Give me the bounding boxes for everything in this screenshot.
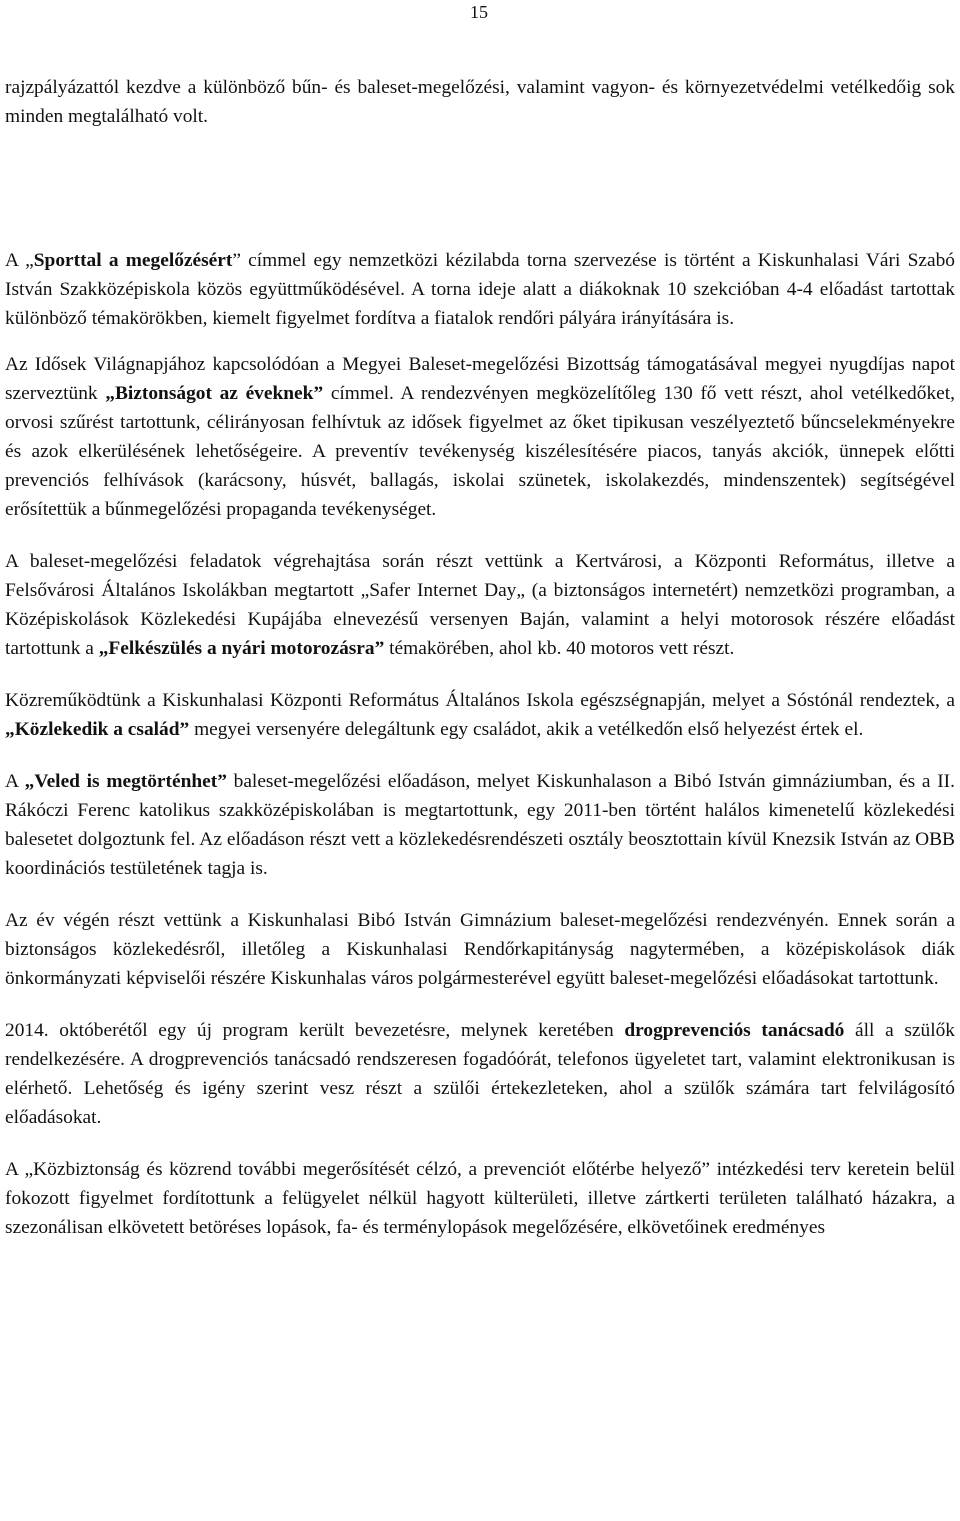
bold-title: „Veled is megtörténhet” [24, 771, 227, 792]
paragraph-text: ” címmel egy nemzetközi kézilabda torna szervezése is történt a Kiskunhalasi Vári Szabó István Szakközépiskola közös együttműködésével. A torna ideje alatt a diákoknak 10 szekcióban 4-4 előadást tartottak különböző témakörökben, kiemelt figyelmet fordítva a fiatalok rendőri pályára irányítására is. [5, 250, 955, 329]
paragraph-text: áll a szülők rendelkezésére. A drogprevenciós tanácsadó rendszeresen fogadóórát, telefonos ügyeletet tart, valamint elektronikusan is elérhető. Lehetőség és igény szerint vesz részt a szülői értekezleteken, ahol a szülők számára tart felvilágosító előadásokat. [5, 1020, 955, 1128]
paragraph-text: A „Közbiztonság és közrend további megerősítését célzó, a prevenciót előtérbe helyező” intézkedési terv keretein belül fokozott figyelmet fordítottunk a felügyelet nélkül hagyott külterületi, illetve zártkerti területen található házakra, a szezonálisan elkövetett betöréses lopások, fa- és terménylopások megelőzésére, elkövetőinek eredményes [5, 1159, 955, 1238]
paragraph-text: A baleset-megelőzési feladatok végrehajtása során részt vettünk a Kertvárosi, a Központi Református, illetve a Felsővárosi Általános Iskolákban megtartott „Safer Internet Day„ (a biztonságos internetért) nemzetközi programban, a Középiskolások Közlekedési Kupájába elnevezésű versenyen Baján, valamint a helyi motorosok részére előadást tartottunk a [5, 551, 955, 659]
bold-title: „Felkészülés a nyári motorozásra” [98, 638, 385, 659]
paragraph-text: megyei versenyére delegáltunk egy családot, akik a vetélkedőn első helyezést értek el. [189, 719, 864, 740]
paragraph-health-day [5, 686, 955, 744]
paragraph-handball-tournament [5, 246, 955, 333]
paragraph-text: A [5, 771, 25, 792]
paragraph-text: Az Idősek Világnapjához kapcsolódóan a Megyei Baleset-megelőzési Bizottság támogatásával megyei nyugdíjas napot szerveztünk [5, 354, 955, 404]
bold-title: „Közlekedik a család” [5, 719, 190, 740]
paragraph-text: baleset-megelőzési előadáson, melyet Kiskunhalason a Bibó István gimnáziumban, és a II. Rákóczi Ferenc katolikus szakközépiskolában is megtartottunk, egy 2011-ben történt halálos kimenetelű közlekedési balesetet dolgoztunk fel. Az előadáson részt vett a közlekedésrendészeti osztály beosztottain kívül Knezsik István az OBB koordinációs testületének tagja is. [5, 771, 955, 879]
paragraph-text: Közreműködtünk a Kiskunhalasi Központi Református Általános Iskola egészségnapján, melyet a Sóstónál rendeztek, a [5, 690, 955, 711]
paragraph-lecture [5, 767, 955, 883]
paragraph-text: Az év végén részt vettünk a Kiskunhalasi Bibó István Gimnázium baleset-megelőzési rendezvényén. Ennek során a biztonságos közlekedésről, illetőleg a Kiskunhalasi Rendőrkapitányság nagytermében, a középiskolások diák önkormányzati képviselői részére Kiskunhalas város polgármesterével együtt baleset-megelőzési előadásokat tartottunk. [5, 910, 955, 989]
paragraph-contest [5, 73, 955, 131]
document-body [5, 73, 955, 1265]
bold-title: Sporttal a megelőzésért [33, 250, 233, 271]
paragraph-text: témakörében, ahol kb. 40 motoros vett részt. [384, 638, 735, 659]
paragraph-drug-prevention [5, 1016, 955, 1132]
page-number: 15 [470, 2, 488, 22]
paragraph-accident-prevention [5, 547, 955, 663]
paragraph-text: 2014. októberétől egy új program került bevezetésre, melynek keretében [5, 1020, 625, 1041]
bold-title: drogprevenciós tanácsadó [624, 1020, 845, 1041]
paragraph-public-safety [5, 1155, 955, 1242]
paragraph-text: A „ [5, 250, 34, 271]
paragraph-year-end [5, 906, 955, 993]
paragraph-elderly-day [5, 350, 955, 524]
bold-title: „Biztonságot az éveknek” [105, 383, 324, 404]
paragraph-text: rajzpályázattól kezdve a különböző bűn- és baleset-megelőzési, valamint vagyon- és környezetvédelmi vetélkedőig sok minden megtalálható volt. [5, 77, 955, 127]
paragraph-text: címmel. A rendezvényen megközelítőleg 130 fő vett részt, ahol vetélkedőket, orvosi szűrést tartottunk, célirányosan felhívtuk az idősek figyelmet az őket tipikusan veszélyeztető bűncselekményekre és azok elkerülésének lehetőségeire. A preventív tevékenység kiszélesítésére piacos, tanyás akciók, ünnepek előtti prevenciós felhívások (karácsony, húsvét, ballagás, iskolai szünetek, iskolakezdés, mindenszentek) segítségével erősítettük a bűnmegelőzési propaganda tevékenységet. [5, 383, 955, 520]
